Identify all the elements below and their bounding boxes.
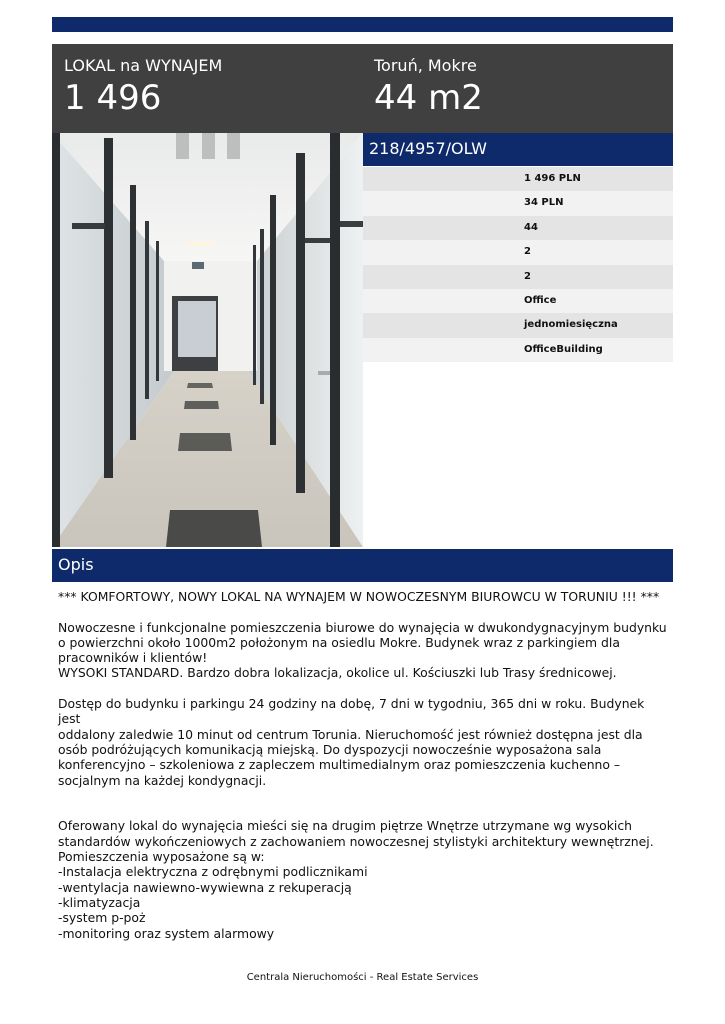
description-line: -monitoring oraz system alarmowy [58,925,275,941]
description-line: -system p-poż [58,910,146,926]
param-row [363,191,673,215]
listing-location: Toruń, Mokre [374,56,477,75]
param-row [363,313,673,337]
description-body [58,589,670,941]
listing-area: 44 m2 [374,78,483,118]
param-row [363,265,673,289]
reference-bar [363,133,673,166]
top-accent-bar [52,17,673,32]
description-line: osób podróżujących komunikacją miejską. Do dyspozycji nowocześnie wyposażona sala [58,741,602,757]
header-left [64,56,222,118]
description-line: pracowników i klientów! [58,650,208,666]
param-deposit: jednomiesięczna [524,319,618,331]
listing-header [52,44,673,133]
param-value-5: 2 [524,270,531,282]
listing-type: LOKAL na WYNAJEM [64,56,223,75]
param-row [363,338,673,362]
param-row [363,167,673,191]
param-area: 44 [524,221,538,233]
property-photo [52,133,363,547]
listing-reference: 218/4957/OLW [369,139,487,158]
param-price-per-m2: 34 PLN [524,197,564,209]
description-line: Oferowany lokal do wynajęcia mieści się na drugim piętrze Wnętrze utrzymane wg wysokich [58,818,632,834]
param-building-type: OfficeBuilding [524,343,603,355]
param-row [363,216,673,240]
description-title: Opis [58,555,94,574]
description-line: konferencyjno – szkoleniowa z zapleczem multimedialnym oraz pomieszczenia kuchenno – [58,757,621,773]
param-row [363,289,673,313]
description-line: oddalony zaledwie 10 minut od centrum Torunia. Nieruchomość jest również dostępna jest dla [58,726,643,742]
description-header [52,549,673,582]
description-line: WYSOKI STANDARD. Bardzo dobra lokalizacja, okolice ul. Kościuszki lub Trasy średnicowej. [58,665,617,681]
param-value-4: 2 [524,246,531,258]
description-line: Dostęp do budynku i parkingu 24 godziny na dobę, 7 dni w tygodniu, 365 dni w roku. Budynek jest [58,696,645,727]
footer-text: Centrala Nieruchomości - Real Estate Services [246,972,479,983]
param-property-type: Office [524,294,557,306]
params-table [363,167,673,362]
corridor-photo-illustration [52,133,363,547]
description-line: standardów wykończeniowych z zachowaniem nowoczesnej stylistyki architektury wewnętrznej. [58,833,654,849]
description-line: -klimatyzacja [58,894,141,910]
description-line: socjalnym na każdej kondygnacji. [58,772,267,788]
listing-price: 1 496 [64,78,162,118]
description-line: -Instalacja elektryczna z odrębnymi podlicznikami [58,864,368,880]
header-right [374,56,483,118]
description-line: -wentylacja nawiewno-wywiewna z rekuperacją [58,879,352,895]
param-price: 1 496 PLN [524,173,581,184]
description-line: Pomieszczenia wyposażone są w: [58,849,265,865]
description-headline: *** KOMFORTOWY, NOWY LOKAL NA WYNAJEM W NOWOCZESNYM BIUROWCU W TORUNIU !!! *** [58,589,660,604]
description-line: o powierzchni około 1000m2 położonym na osiedlu Mokre. Budynek wraz z parkingiem dla [58,634,620,650]
description-line: Nowoczesne i funkcjonalne pomieszczenia biurowe do wynajęcia w dwukondygnacyjnym budynku [58,619,667,635]
param-row [363,240,673,264]
